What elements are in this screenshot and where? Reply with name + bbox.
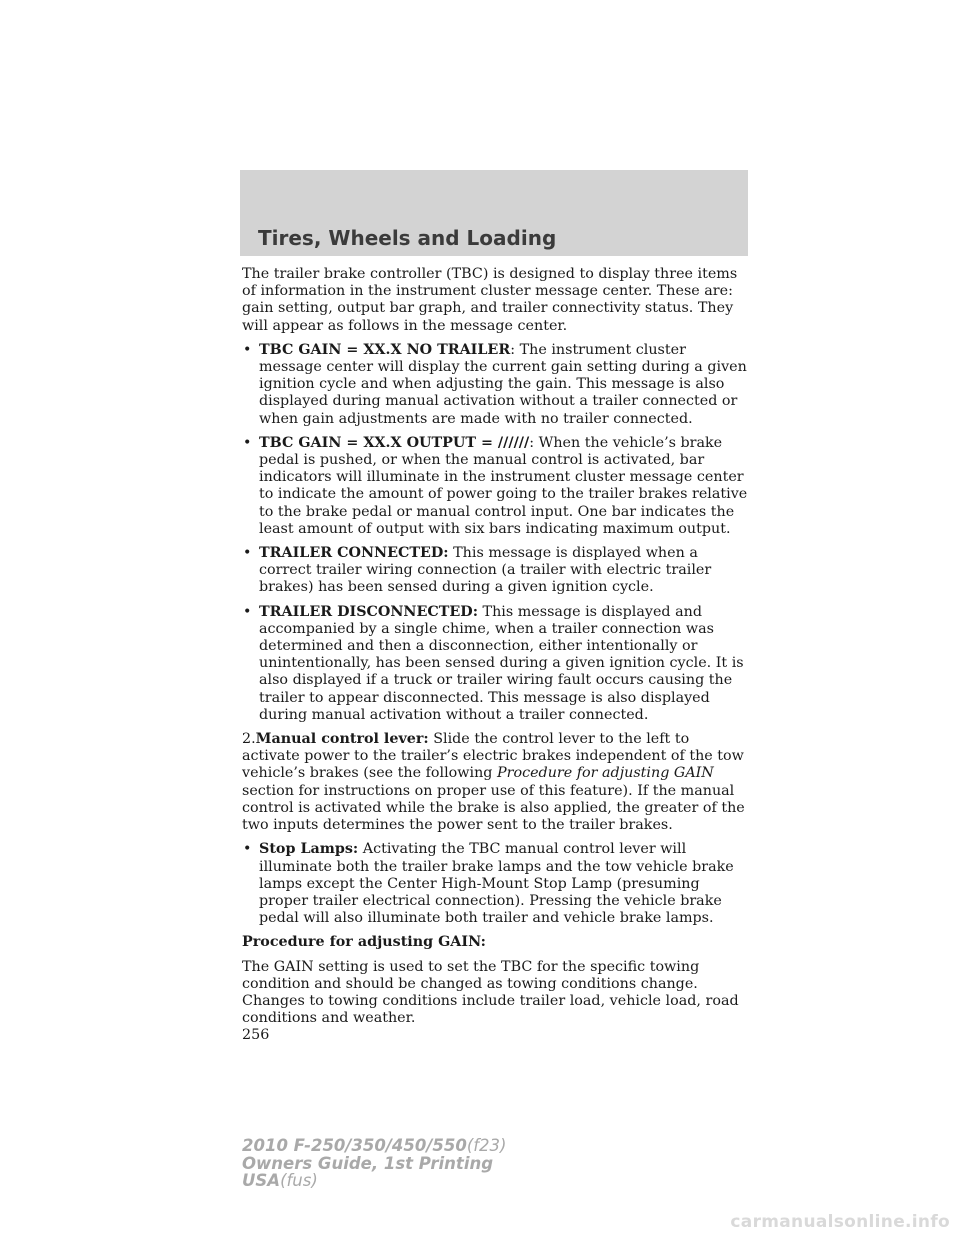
- list-number: 2.: [242, 731, 256, 748]
- message-separator: :: [510, 341, 516, 358]
- manual-control-term: Manual control lever:: [255, 731, 429, 748]
- message-item: [242, 545, 750, 597]
- footer-model: 2010 F-250/350/450/550: [242, 1136, 467, 1155]
- bullet-icon: •: [243, 841, 252, 858]
- message-description: This message is displayed and accompanied by a single chime, when a trailer connection was determined and then a disconnection, either intentionally or unintentionally, has been sensed during a given ignition cycle. It is also displayed if a truck or trailer wiring fault occurs causing the trailer to appear disconnected. This message is also displayed during manual activation without a trailer connected.: [259, 603, 744, 723]
- page-number: 256: [242, 1027, 270, 1044]
- message-item: [242, 435, 750, 538]
- bullet-icon: •: [243, 545, 252, 562]
- procedure-paragraph: The GAIN setting is used to set the TBC for the specific towing condition and should be changed as towing conditions change. Changes to towing conditions include trailer load, vehicle load, road conditions and weather.: [242, 958, 739, 1027]
- footer-region-line: [242, 1172, 507, 1190]
- bullet-icon: •: [243, 434, 252, 451]
- message-item: [242, 604, 750, 724]
- message-term: TBC GAIN = XX.X OUTPUT = //////: [259, 434, 530, 451]
- stop-lamps-item: [242, 841, 750, 927]
- footer-region-code: (fus): [280, 1171, 318, 1190]
- footer-guide: Owners Guide, 1st Printing: [242, 1153, 494, 1173]
- intro-paragraph: The trailer brake controller (TBC) is designed to display three items of information in the instrument cluster message center. These are: gain setting, output bar graph, and trailer connectivity status. They will appear as follows in the message center.: [242, 266, 738, 334]
- stop-lamps-term: Stop Lamps:: [259, 841, 359, 858]
- manual-control-text: Slide the control lever to the left to activate power to the trailer’s electric brakes independent of the tow vehicle’s brakes (see the following: [242, 731, 744, 782]
- manual-control-paragraph: [242, 731, 750, 834]
- procedure-heading: Procedure for adjusting GAIN:: [242, 934, 486, 951]
- section-title: Tires, Wheels and Loading: [258, 226, 557, 250]
- watermark: carmanualsonline.info: [730, 1212, 950, 1232]
- bullet-icon: •: [243, 603, 252, 620]
- manual-control-text-continued: section for instructions on proper use of this feature). If the manual control is activated while the brake is also applied, the greater of the two inputs determines the power sent to the trailer brakes.: [242, 782, 745, 834]
- stop-lamps-description: Activating the TBC manual control lever will illuminate both the trailer brake lamps and the tow vehicle brake lamps except the Center High-Mount Stop Lamp (presuming proper trailer electrical connection). Pressing the vehicle brake pedal will also illuminate both trailer and vehicle brake lamps.: [259, 841, 734, 927]
- footer-model-line: [242, 1137, 507, 1155]
- message-description: When the vehicle’s brake pedal is pushed, or when the manual control is activated, bar indicators will illuminate in the instrument cluster message center to indicate the amount of power going to the trailer brakes relative to the brake pedal or manual control input. One bar indicates the least amount of output with six bars indicating maximum output.: [259, 434, 748, 537]
- footer-region: USA: [242, 1171, 281, 1190]
- page-content: [242, 266, 750, 1045]
- footer-model-code: (f23): [466, 1136, 507, 1155]
- message-description: This message is displayed when a correct trailer wiring connection (a trailer with electric trailer brakes) has been sensed during a given ignition cycle.: [259, 545, 712, 596]
- bullet-icon: •: [243, 341, 252, 358]
- procedure-reference: Procedure for adjusting GAIN: [497, 765, 714, 782]
- message-term: TBC GAIN = XX.X NO TRAILER: [259, 341, 511, 358]
- message-term: TRAILER CONNECTED:: [259, 545, 449, 562]
- footer: [242, 1137, 507, 1190]
- message-separator: :: [529, 434, 535, 451]
- message-term: TRAILER DISCONNECTED:: [259, 603, 478, 620]
- message-description: The instrument cluster message center will display the current gain setting during a given ignition cycle and when adjusting the gain. This message is also displayed during manual activation without a trailer connected or when gain adjustments are made with no trailer connected.: [259, 341, 747, 427]
- message-item: [242, 342, 750, 428]
